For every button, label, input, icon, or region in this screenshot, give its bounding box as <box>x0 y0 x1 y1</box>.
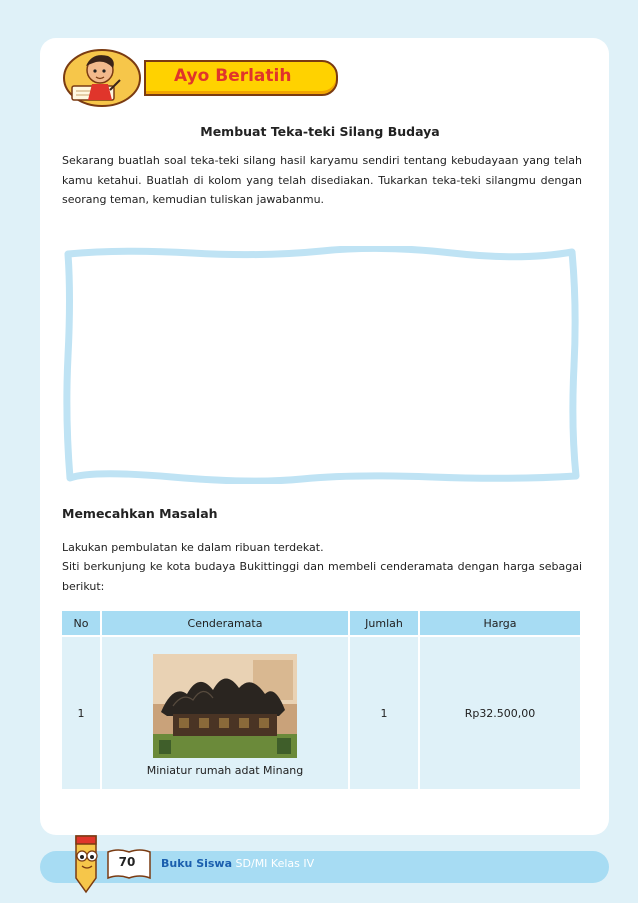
ayo-berlatih-banner <box>62 46 292 108</box>
footer-book-name: Buku Siswa <box>161 857 233 870</box>
answer-area-box <box>62 246 580 484</box>
footer-grade: SD/MI Kelas IV <box>235 857 315 870</box>
crossword-instructions: Sekarang buatlah soal teka-teki silang hasil karyamu sendiri tentang kebudayaan yang telah kamu ketahui. Buatlah di kolom yang telah disediakan. Tukarkan teka-teki silangmu dengan seorang teman, kemudian tuliskan jawabanmu. <box>62 154 582 206</box>
table-row <box>62 636 580 789</box>
section-title-crossword: Membuat Teka-teki Silang Budaya <box>200 124 440 139</box>
section-title-problem: Memecahkan Masalah <box>62 506 218 521</box>
rounding-instruction: Lakukan pembulatan ke dalam ribuan terdekat. <box>62 541 324 554</box>
col-header-qty: Jumlah <box>349 611 419 636</box>
cell-item <box>101 636 349 789</box>
problem-statement: Siti berkunjung ke kota budaya Bukittinggi dan membeli cenderamata dengan harga sebagai berikut: <box>62 560 582 593</box>
col-header-no: No <box>62 611 101 636</box>
banner-ribbon <box>144 60 338 96</box>
cell-no: 1 <box>62 636 101 789</box>
page-number: 70 <box>118 855 136 869</box>
banner-label: Ayo Berlatih <box>174 66 292 86</box>
table-header-row <box>62 611 580 636</box>
cell-qty: 1 <box>349 636 419 789</box>
minang-house-photo <box>153 654 297 758</box>
souvenir-table <box>62 611 580 789</box>
item-caption: Miniatur rumah adat Minang <box>146 763 304 777</box>
footer-book-title <box>161 857 314 870</box>
student-writing-icon <box>62 46 144 108</box>
col-header-price: Harga <box>419 611 580 636</box>
col-header-item: Cenderamata <box>101 611 349 636</box>
cell-price: Rp32.500,00 <box>419 636 580 789</box>
pencil-mascot-icon <box>62 832 112 894</box>
